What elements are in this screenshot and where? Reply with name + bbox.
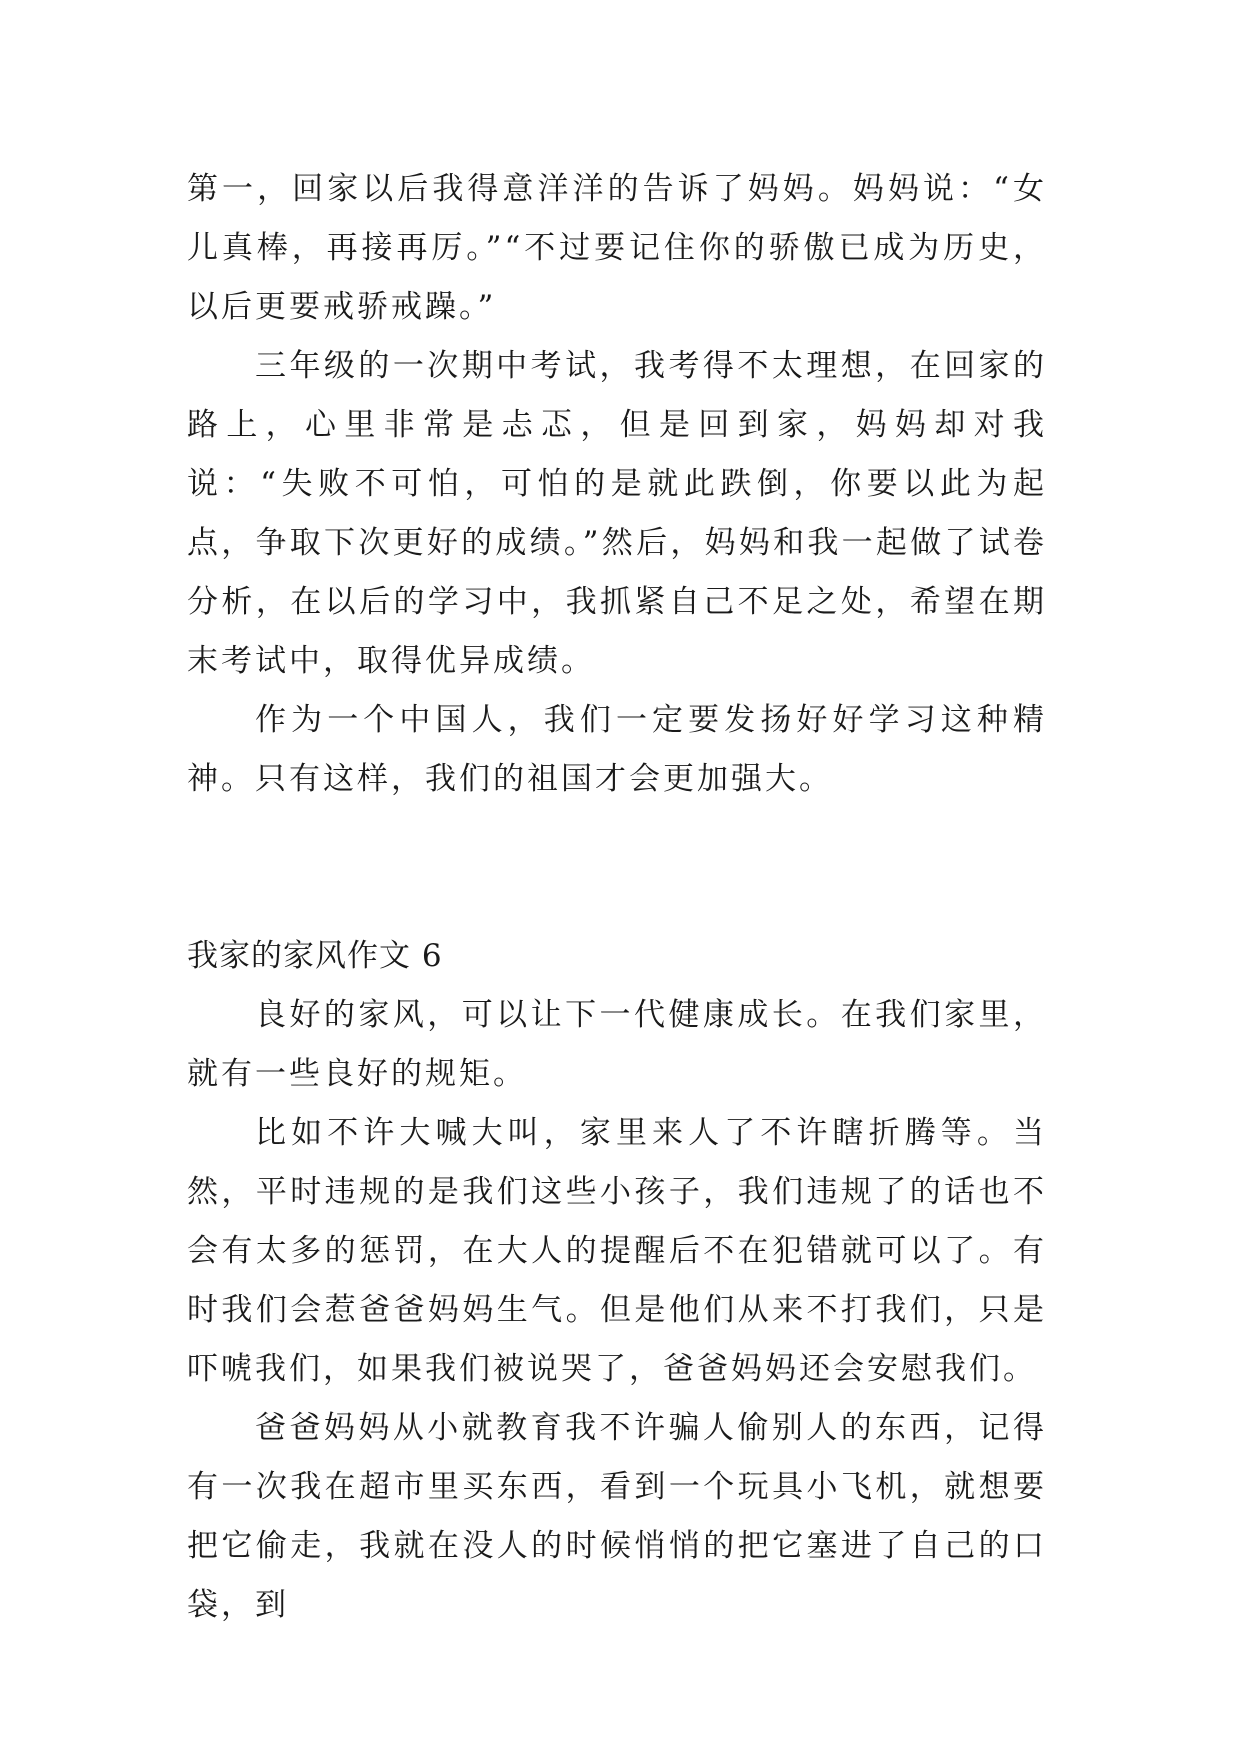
paragraph-conclusion: 作为一个中国人，我们一定要发扬好好学习这种精神。只有这样，我们的祖国才会更加强大。: [187, 702, 1047, 797]
paragraph-exam-story: 三年级的一次期中考试，我考得不太理想，在回家的路上，心里非常是忐忑，但是回到家，妈妈却对我说：“失败不可怕，可怕的是就此跌倒，你要以此为起点，争取下次更好的成绩。”然后，妈妈和我一起做了试卷分析，在以后的学习中，我抓紧自己不足之处，希望在期末考试中，取得优异成绩。: [187, 348, 1047, 679]
document-body: [187, 160, 1047, 1635]
essay-title: 我家的家风作文 6: [187, 938, 443, 974]
paragraph-intro: 良好的家风，可以让下一代健康成长。在我们家里，就有一些良好的规矩。: [187, 997, 1047, 1092]
section-spacer: [187, 809, 1047, 927]
paragraph-rules: 比如不许大喊大叫，家里来人了不许瞎折腾等。当然，平时违规的是我们这些小孩子，我们违规了的话也不会有太多的惩罚，在大人的提醒后不在犯错就可以了。有时我们会惹爸爸妈妈生气。但是他们从来不打我们，只是吓唬我们，如果我们被说哭了，爸爸妈妈还会安慰我们。: [187, 1115, 1047, 1387]
paragraph-honesty: 爸爸妈妈从小就教育我不许骗人偷别人的东西，记得有一次我在超市里买东西，看到一个玩具小飞机，就想要把它偷走，我就在没人的时候悄悄的把它塞进了自己的口袋，到: [187, 1410, 1047, 1623]
paragraph-continuation: 第一，回家以后我得意洋洋的告诉了妈妈。妈妈说：“女儿真棒，再接再厉。”“不过要记住你的骄傲已成为历史，以后更要戒骄戒躁。”: [187, 171, 1047, 325]
